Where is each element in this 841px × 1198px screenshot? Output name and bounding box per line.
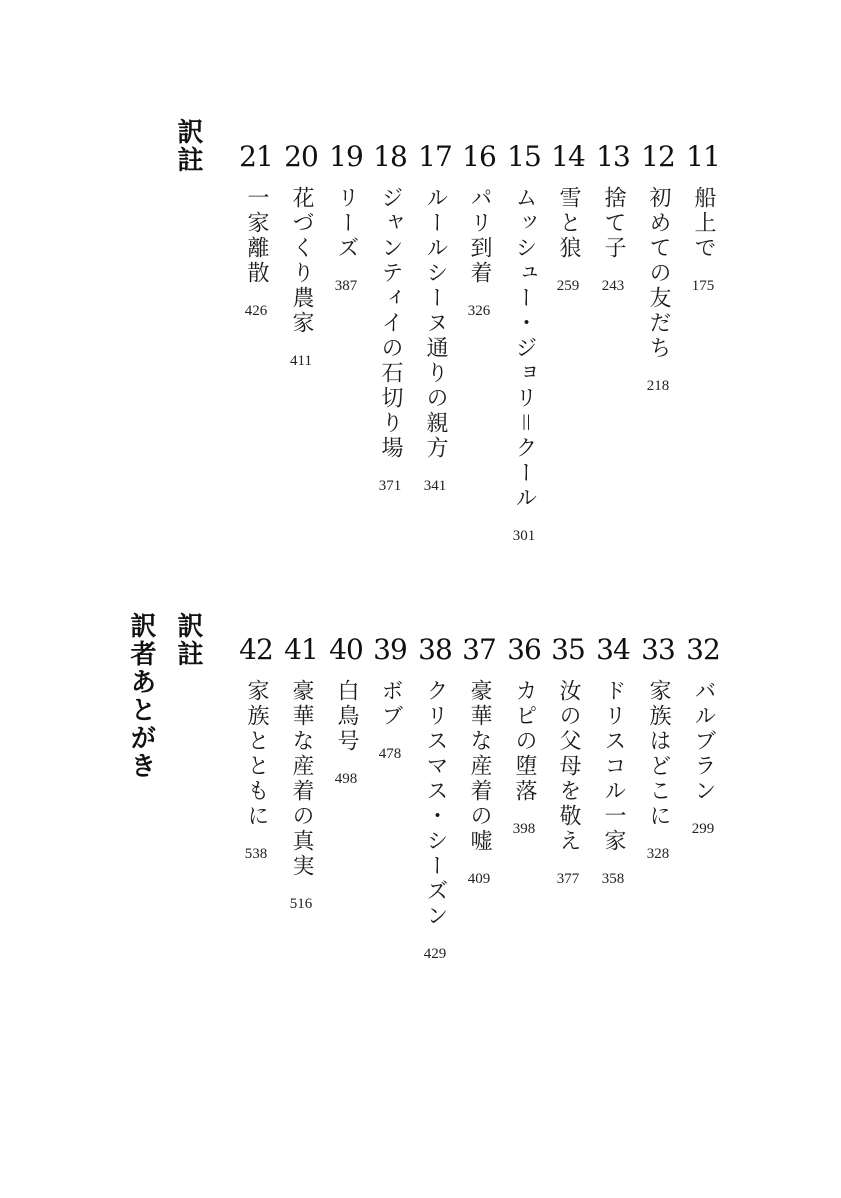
chapter-title: リーズ — [334, 186, 359, 261]
chapter-entry-36[interactable] — [502, 633, 546, 838]
chapter-entry-39[interactable] — [368, 633, 412, 763]
chapter-title: ムッシュー・ジョリ＝クール — [512, 186, 537, 511]
chapter-number: 15 — [507, 140, 541, 173]
chapter-page-number: 411 — [290, 353, 312, 369]
chapter-page-number: 538 — [244, 846, 268, 862]
chapter-page-number: 371 — [378, 478, 402, 494]
chapter-page-number: 516 — [289, 896, 313, 912]
chapter-title: クリスマス・シーズン — [423, 679, 448, 929]
chapter-entry-38[interactable] — [413, 633, 457, 963]
chapter-title: ジャンティイの石切り場 — [378, 186, 403, 461]
chapter-title: 汝の父母を敬え — [556, 679, 581, 854]
chapter-number: 19 — [329, 140, 363, 173]
chapter-page-number: 218 — [646, 378, 670, 394]
chapter-entry-19[interactable] — [324, 140, 368, 295]
chapter-number: 41 — [284, 633, 318, 666]
chapter-number: 35 — [551, 633, 585, 666]
chapter-number: 18 — [373, 140, 407, 173]
chapter-title: カピの堕落 — [512, 679, 537, 804]
chapter-number: 38 — [418, 633, 452, 666]
chapter-title: 捨て子 — [601, 186, 626, 261]
chapter-entry-20[interactable] — [279, 140, 323, 370]
chapter-number: 11 — [686, 140, 720, 173]
chapter-entry-13[interactable] — [591, 140, 635, 295]
chapter-entry-42[interactable] — [234, 633, 278, 863]
chapter-number: 33 — [641, 633, 675, 666]
chapter-entry-21[interactable] — [234, 140, 278, 320]
chapter-page-number: 498 — [334, 771, 358, 787]
chapter-number: 12 — [641, 140, 675, 173]
chapter-number: 20 — [284, 140, 318, 173]
chapter-page-number: 175 — [691, 278, 715, 294]
chapter-title: パリ到着 — [467, 186, 492, 286]
chapter-number: 32 — [686, 633, 720, 666]
chapter-page-number: 387 — [334, 278, 358, 294]
chapter-page-number: 328 — [646, 846, 670, 862]
chapter-entry-40[interactable] — [324, 633, 368, 788]
chapter-title: ドリスコル一家 — [601, 679, 626, 854]
chapter-title: 初めての友だち — [646, 186, 671, 361]
chapter-page-number: 301 — [512, 528, 536, 544]
chapter-entry-16[interactable] — [457, 140, 501, 320]
chapter-entry-33[interactable] — [636, 633, 680, 863]
chapter-entry-14[interactable] — [546, 140, 590, 295]
chapter-entry-34[interactable] — [591, 633, 635, 888]
chapter-title: 家族とともに — [244, 679, 269, 829]
chapter-number: 13 — [596, 140, 630, 173]
chapter-entry-12[interactable] — [636, 140, 680, 395]
chapter-number: 21 — [239, 140, 273, 173]
chapter-entry-35[interactable] — [546, 633, 590, 888]
chapter-page-number: 429 — [423, 946, 447, 962]
chapter-entry-15[interactable] — [502, 140, 546, 545]
chapter-number: 14 — [551, 140, 585, 173]
chapter-number: 37 — [462, 633, 496, 666]
chapter-entry-11[interactable] — [681, 140, 725, 295]
chapter-page-number: 299 — [691, 821, 715, 837]
chapter-page-number: 259 — [556, 278, 580, 294]
chapter-title: 家族はどこに — [646, 679, 671, 829]
chapter-title: 豪華な産着の嘘 — [467, 679, 492, 854]
section-2-heading: 訳註 — [173, 612, 203, 668]
chapter-number: 34 — [596, 633, 630, 666]
chapter-title: ルールシーヌ通りの親方 — [423, 186, 448, 461]
chapter-page-number: 426 — [244, 303, 268, 319]
chapter-page-number: 326 — [467, 303, 491, 319]
chapter-number: 39 — [373, 633, 407, 666]
chapter-entry-32[interactable] — [681, 633, 725, 838]
chapter-page-number: 398 — [512, 821, 536, 837]
chapter-title: 花づくり農家 — [289, 186, 314, 336]
section-1-heading: 訳註 — [173, 118, 203, 174]
chapter-entry-37[interactable] — [457, 633, 501, 888]
afterword-heading[interactable]: 訳者あとがき — [126, 612, 156, 780]
chapter-page-number: 409 — [467, 871, 491, 887]
chapter-title: ボブ — [378, 679, 403, 729]
chapter-entry-41[interactable] — [279, 633, 323, 913]
chapter-title: 白鳥号 — [334, 679, 359, 754]
chapter-page-number: 243 — [601, 278, 625, 294]
chapter-page-number: 341 — [423, 478, 447, 494]
chapter-title: 豪華な産着の真実 — [289, 679, 314, 879]
chapter-entry-17[interactable] — [413, 140, 457, 495]
chapter-number: 40 — [329, 633, 363, 666]
chapter-title: 船上で — [691, 186, 716, 261]
chapter-number: 17 — [418, 140, 452, 173]
chapter-title: 一家離散 — [244, 186, 269, 286]
chapter-number: 16 — [462, 140, 496, 173]
chapter-title: 雪と狼 — [556, 186, 581, 261]
chapter-page-number: 358 — [601, 871, 625, 887]
chapter-page-number: 478 — [378, 746, 402, 762]
chapter-entry-18[interactable] — [368, 140, 412, 495]
chapter-number: 42 — [239, 633, 273, 666]
chapter-page-number: 377 — [556, 871, 580, 887]
chapter-number: 36 — [507, 633, 541, 666]
chapter-title: バルブラン — [691, 679, 716, 804]
